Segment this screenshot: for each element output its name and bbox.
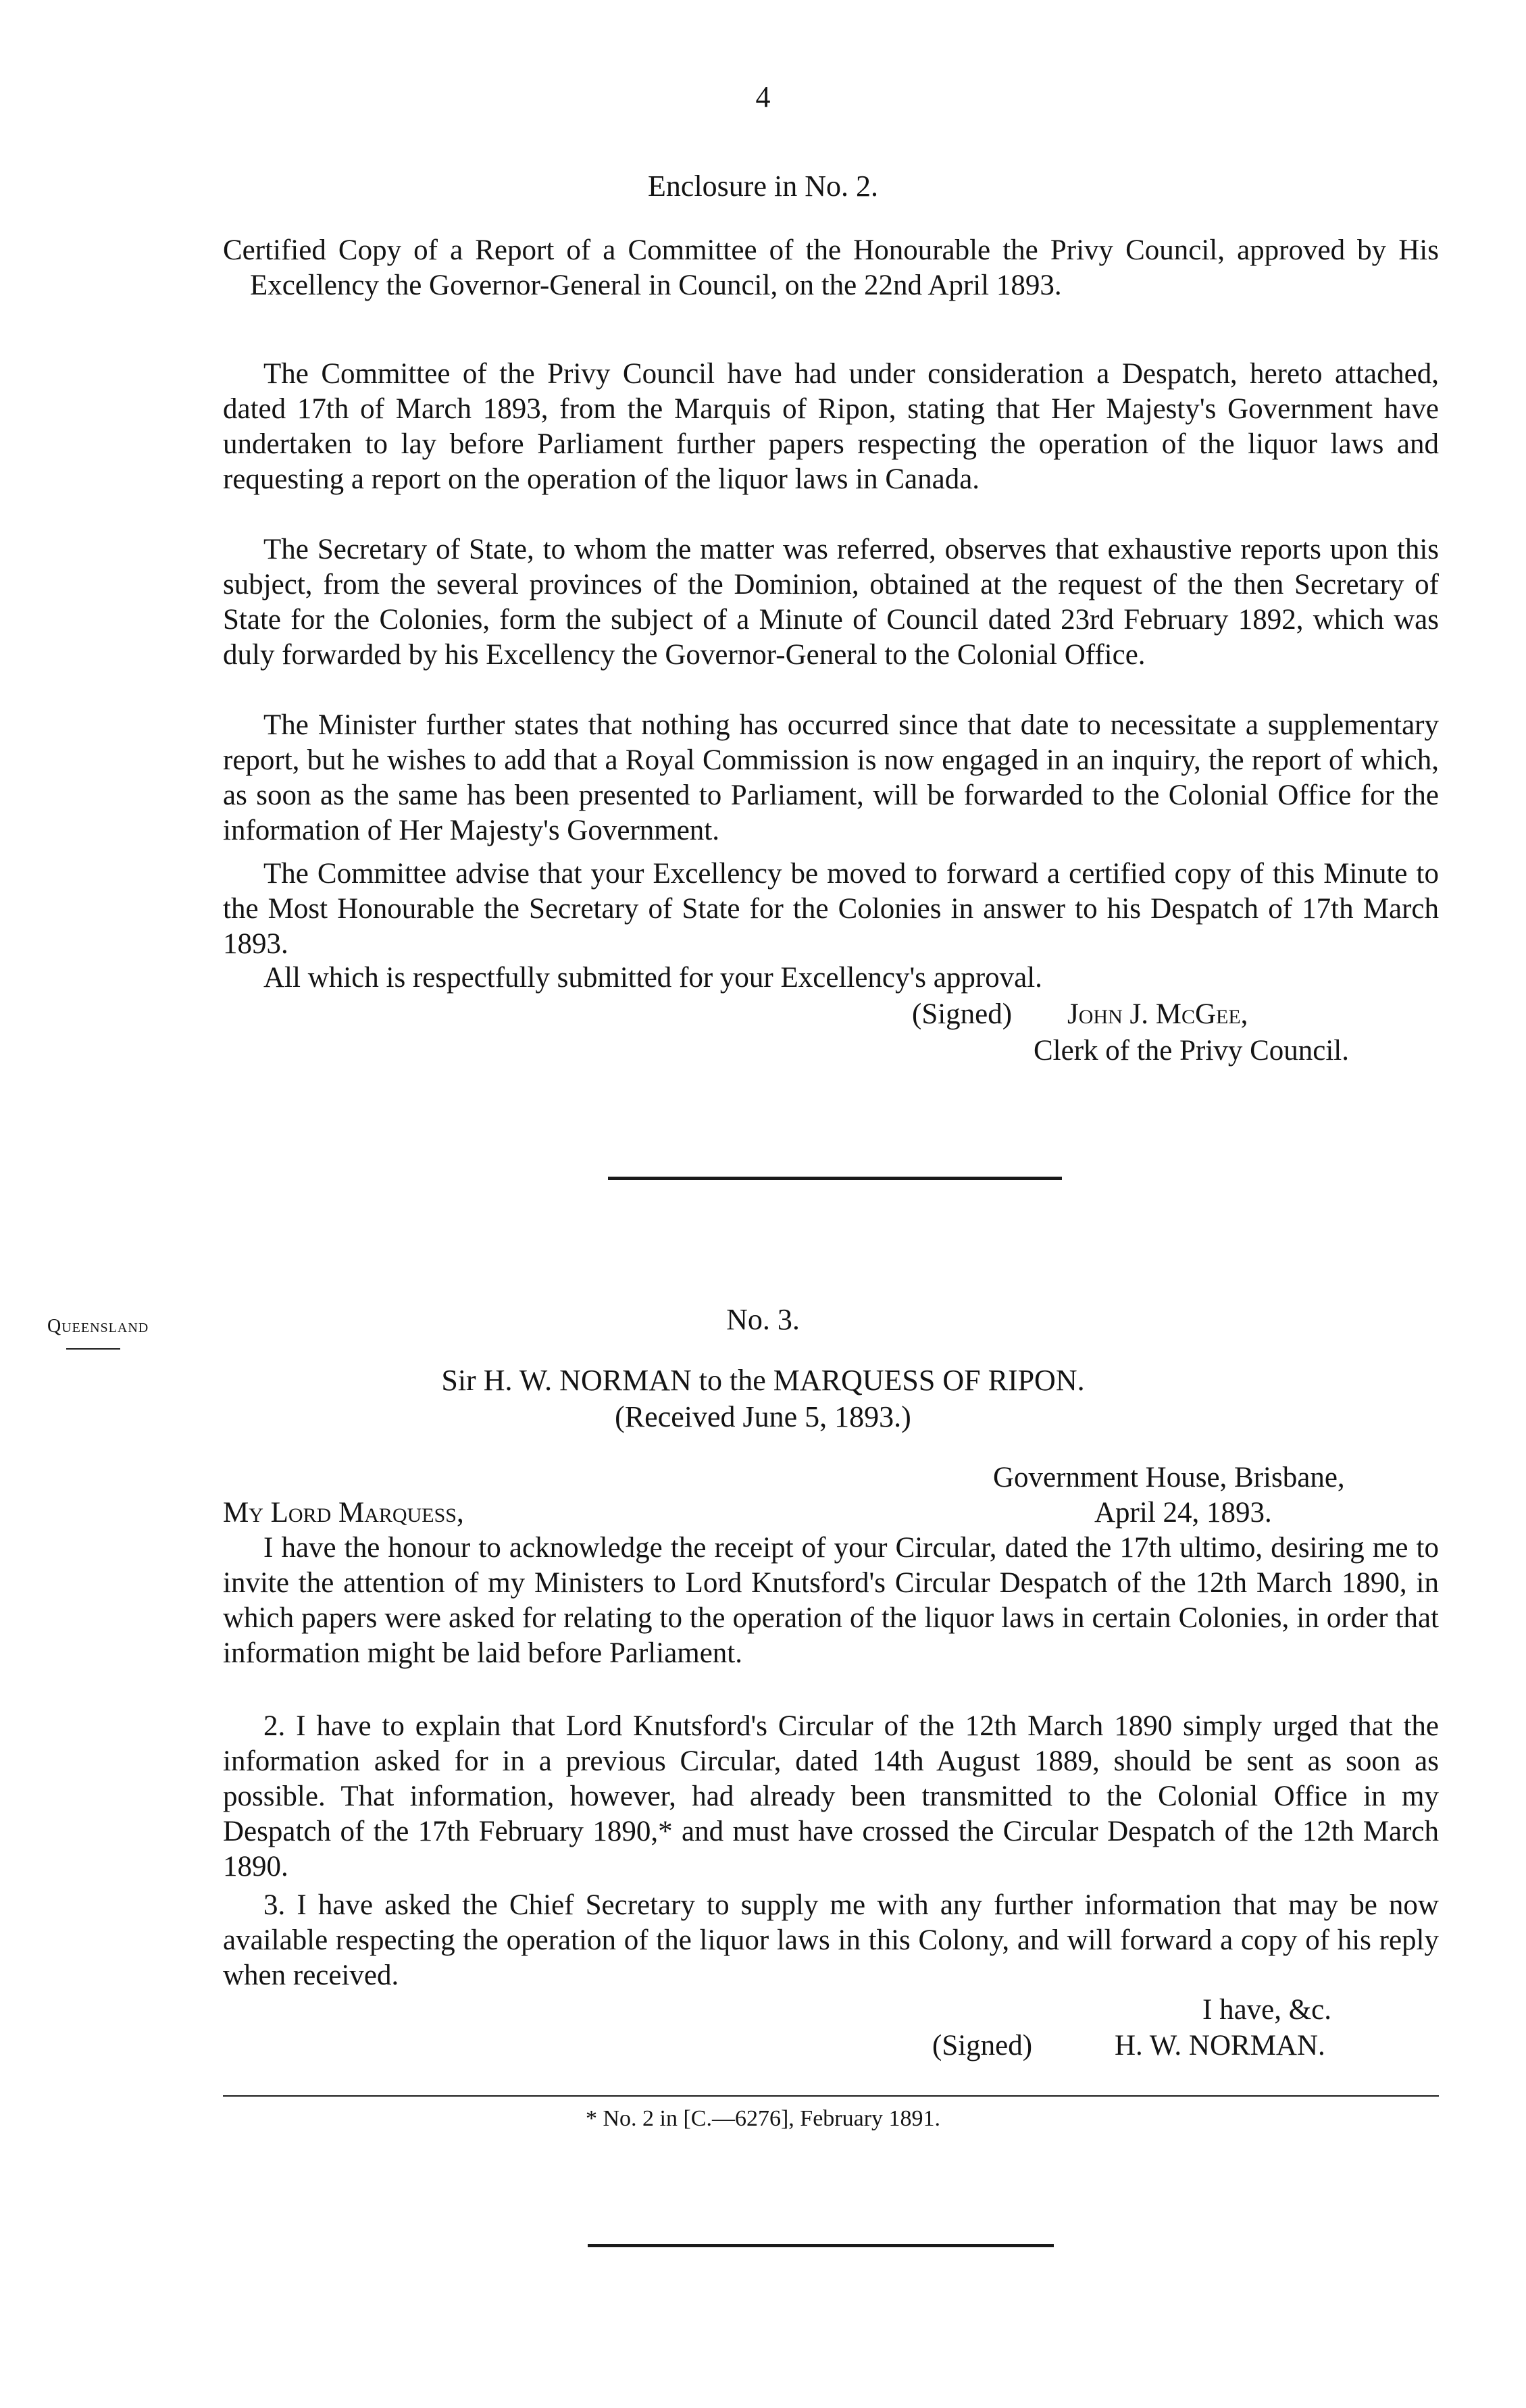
letter-paragraph-1: I have the honour to acknowledge the receipt of your Circular, dated the 17th ultimo, desiring me to invite the attention of my Ministers to Lord Knutsford's Circular Despatch of the 12th March 1890, in which papers were asked for relating to the operation of the liquor laws in certain Colonies, in order that information might be laid before Parliament. (223, 1532, 1439, 1669)
letter-signatory: H. W. NORMAN. (1115, 2030, 1325, 2061)
letter-salutation: My Lord Marquess, (223, 1497, 464, 1529)
enclosure-paragraph-4: The Committee advise that your Excellency be moved to forward a certified copy of this Minute to the Most Honourable the Secretary of State for the Colonies in answer to his Despatch of 17th March 1893. (223, 858, 1439, 960)
footnote-rule (223, 2095, 1439, 2097)
enclosure-paragraph-1: The Committee of the Privy Council have had under consideration a Despatch, hereto attached, dated 17th of March 1893, from the Marquis of Ripon, stating that Her Majesty's Government have undertaken to lay before Parliament further papers respecting the operation of the liquor laws and requesting a report on the operation of the liquor laws in Canada. (223, 358, 1439, 495)
margin-note-underline (66, 1348, 120, 1350)
enclosure-signatory: John J. McGee, (1067, 998, 1248, 1030)
bottom-divider (588, 2244, 1054, 2247)
letter-number: No. 3. (726, 1303, 800, 1336)
enclosure-paragraph-3: The Minister further states that nothing has occurred since that date to necessitate a supplementary report, but he wishes to add that a Royal Commission is now engaged in an inquiry, the report of which, as soon as the same has been presented to Parliament, will be forwarded to the Colonial Office for the information of Her Majesty's Government. (223, 709, 1439, 846)
section-divider (608, 1177, 1062, 1180)
letter-heading: Sir H. W. NORMAN to the MARQUESS OF RIPON. (441, 1364, 1085, 1397)
letter-location: Government House, Brisbane, (993, 1462, 1345, 1493)
enclosure-paragraph-2: The Secretary of State, to whom the matter was referred, observes that exhaustive reports upon this subject, from the several provinces of the Dominion, obtained at the request of the then Secretary of State for the Colonies, form the subject of a Minute of Council dated 23rd February 1892, which was duly forwarded by his Excellency the Governor-General to the Colonial Office. (223, 534, 1439, 671)
margin-note: Queensland (47, 1316, 149, 1337)
enclosure-signed: (Signed) (912, 998, 1013, 1030)
letter-signed: (Signed) (932, 2030, 1033, 2061)
page-number: 4 (755, 80, 771, 113)
letter-date: April 24, 1893. (1094, 1497, 1272, 1529)
letter-paragraph-2: 2. I have to explain that Lord Knutsford's Circular of the 12th March 1890 simply urged that the information asked for in a previous Circular, dated 14th August 1889, should be sent as soon as possible. That information, however, had already been transmitted to the Colonial Office in my Despatch of the 17th February 1890,* and must have crossed the Circular Despatch of the 12th March 1890. (223, 1710, 1439, 1882)
footnote: * No. 2 in [C.—6276], February 1891. (585, 2106, 941, 2131)
enclosure-paragraph-5: All which is respectfully submitted for your Excellency's approval. (263, 962, 1042, 994)
enclosure-signatory-title: Clerk of the Privy Council. (1034, 1035, 1349, 1067)
letter-received: (Received June 5, 1893.) (615, 1400, 911, 1433)
letter-closing: I have, &c. (1202, 1994, 1332, 2026)
letter-paragraph-3: 3. I have asked the Chief Secretary to supply me with any further information that may be now available respecting the operation of the liquor laws in this Colony, and will forward a copy of his reply when received. (223, 1889, 1439, 1991)
enclosure-title: Enclosure in No. 2. (648, 170, 878, 203)
certificate-heading: Certified Copy of a Report of a Committee of the Honourable the Privy Council, approved by His Excellency the Governor-General in Council, on the 22nd April 1893. (223, 234, 1439, 301)
